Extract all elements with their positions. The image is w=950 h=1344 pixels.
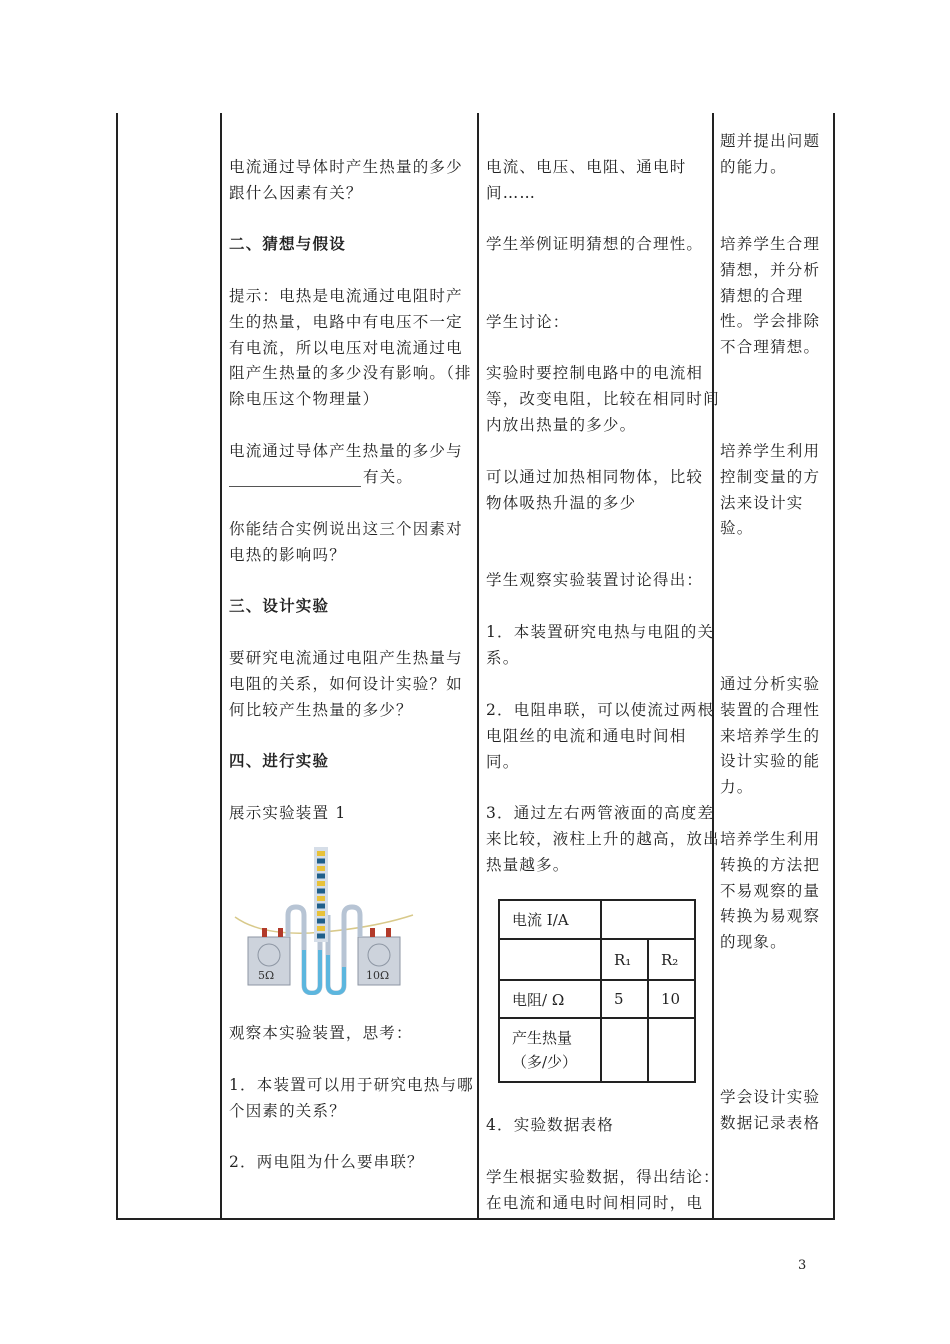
col-content-text-line: 2．两电阻为什么要串联？ <box>229 1153 424 1171</box>
scale-mark <box>317 851 325 856</box>
experiment-apparatus-image <box>230 845 420 995</box>
col-content-text-line: 电热的影响吗？ <box>229 545 346 564</box>
col-student-text-line: 实验时要控制电路中的电流相 <box>486 364 704 382</box>
table-border-right <box>833 113 835 1220</box>
col-student-text-line: 在电流和通电时间相同时，电 <box>486 1193 704 1212</box>
current-label: 电流 I/A <box>499 900 601 939</box>
page-number: 3 <box>798 1258 807 1273</box>
col-content-text-line: 电阻的关系，如何设计实验？如 <box>229 674 463 693</box>
col-intent-text-line: 学会设计实验 <box>720 1088 821 1106</box>
scale-mark <box>317 866 325 871</box>
col-student-text-line: 同。 <box>486 752 520 771</box>
scale-mark <box>317 881 325 886</box>
col-student-text-line: 来比较，液柱上升的越高，放出 <box>486 829 720 848</box>
col-content-text-line: 要研究电流通过电阻产生热量与 <box>229 649 463 667</box>
col-content-text-line: 有电流，所以电压对电流通过电 <box>229 338 463 357</box>
col-intent-text-line: 控制变量的方 <box>720 467 821 486</box>
col-student-text-line: 热量越多。 <box>486 855 570 874</box>
col-content-text-line: 提示：电热是电流通过电阻时产 <box>229 287 463 305</box>
col-student-text-line: 学生根据实验数据，得出结论： <box>486 1168 720 1186</box>
col-intent-text-line: 题并提出问题 <box>720 132 821 150</box>
scale-mark <box>317 889 325 894</box>
table-border-bottom <box>116 1218 835 1220</box>
fill-in-blank <box>229 472 361 487</box>
col-content-text-line: 展示实验装置 1 <box>229 804 347 822</box>
col-student-text-line: 1．本装置研究电热与电阻的关 <box>486 623 715 641</box>
scale-mark <box>317 919 325 924</box>
heat-label-unit: （多/少） <box>512 1053 578 1071</box>
r1-heat-cell <box>601 1018 648 1082</box>
col-intent-text-line: 猜想，并分析 <box>720 260 821 279</box>
col-student-text-line: 学生观察实验装置讨论得出： <box>486 571 704 589</box>
col-intent-text-line: 性。学会排除 <box>720 312 821 331</box>
right-resistor-label: 10Ω <box>366 969 390 982</box>
col-intent-text-line: 装置的合理性 <box>720 700 821 719</box>
col-content-text-line: 二、猜想与假设 <box>229 234 346 253</box>
col-content-text-line: 电流通过导体产生热量的多少与 <box>229 442 463 460</box>
col-student-text-line: 间…… <box>486 183 537 202</box>
table-divider-2 <box>477 113 479 1220</box>
col-student-text-line: 可以通过加热相同物体，比较 <box>486 468 704 486</box>
table-divider-3 <box>712 113 714 1220</box>
current-value-cell <box>601 900 695 939</box>
col-student-text-line: 内放出热量的多少。 <box>486 415 637 434</box>
col-content-text-line: 观察本实验装置，思考： <box>229 1024 413 1042</box>
col-student-text-line: 4．实验数据表格 <box>486 1116 614 1134</box>
col-intent-text-line: 转换的方法把 <box>720 855 821 874</box>
col-student-text-line: 2．电阻串联，可以使流过两根 <box>486 701 715 719</box>
col-intent-text-line: 培养学生利用 <box>720 442 821 460</box>
col-intent-text-line: 培养学生利用 <box>720 830 821 848</box>
col-intent-text-line: 培养学生合理 <box>720 235 821 253</box>
scale-mark <box>317 934 325 939</box>
table-divider-1 <box>220 113 222 1220</box>
col-student-text-line: 3．通过左右两管液面的高度差 <box>486 804 715 822</box>
col-student-text-line: 物体吸热升温的多少 <box>486 493 637 512</box>
resistance-label: 电阻/ Ω <box>499 980 601 1018</box>
r1-header: R₁ <box>601 939 648 980</box>
r2-header: R₂ <box>648 939 695 980</box>
col-intent-text-line: 力。 <box>720 778 754 797</box>
col-student-text-line: 电阻丝的电流和通电时间相 <box>486 726 687 745</box>
col-student-text-line: 学生讨论： <box>486 313 570 331</box>
scale-mark <box>317 896 325 901</box>
scale-mark <box>317 926 325 931</box>
table-border-left <box>116 113 118 1220</box>
col-content-text-line <box>229 467 413 487</box>
col-intent-text-line: 来培养学生的 <box>720 726 821 745</box>
col-intent-text-line: 的现象。 <box>720 933 787 952</box>
col-intent-text-line: 数据记录表格 <box>720 1113 821 1132</box>
col-content-text-line: 四、进行实验 <box>229 751 330 770</box>
col-intent-text-line: 法来设计实 <box>720 493 804 512</box>
col-student-text-line: 等，改变电阻，比较在相同时间 <box>486 389 720 408</box>
col-content-text-line: 除电压这个物理量） <box>229 390 380 409</box>
col-content-text-line: 个因素的关系？ <box>229 1101 346 1120</box>
data-record-table <box>498 899 696 1083</box>
col-intent-text-line: 的能力。 <box>720 157 787 176</box>
col-content-text-line: 跟什么因素有关？ <box>229 183 363 202</box>
col-content-text-line: 你能结合实例说出这三个因素对 <box>229 520 463 538</box>
r1-value: 5 <box>601 980 648 1018</box>
col-intent-text-line: 通过分析实验 <box>720 675 821 693</box>
col-intent-text-line: 不易观察的量 <box>720 881 821 900</box>
empty-header-cell <box>499 939 601 980</box>
scale-mark <box>317 874 325 879</box>
col-content-text-line: 生的热量，电路中有电压不一定 <box>229 312 463 331</box>
col-content-text-line: 何比较产生热量的多少？ <box>229 700 413 719</box>
col-intent-text-line: 验。 <box>720 519 754 538</box>
col-content-text-line: 三、设计实验 <box>229 596 330 615</box>
text-fragment: 有关。 <box>363 467 414 486</box>
col-student-text-line: 电流、电压、电阻、通电时 <box>486 158 687 176</box>
col-student-text-line: 系。 <box>486 648 520 667</box>
col-content-text-line: 电流通过导体时产生热量的多少 <box>229 158 463 176</box>
scale-mark <box>317 904 325 909</box>
r2-value: 10 <box>648 980 695 1018</box>
heat-label: 产生热量 <box>512 1029 573 1047</box>
scale-mark <box>317 859 325 864</box>
col-intent-text-line: 转换为易观察 <box>720 907 821 926</box>
left-resistor-label: 5Ω <box>258 969 275 982</box>
col-intent-text-line: 不合理猜想。 <box>720 338 821 357</box>
col-intent-text-line: 设计实验的能 <box>720 752 821 771</box>
col-content-text-line: 1．本装置可以用于研究电热与哪 <box>229 1076 474 1094</box>
col-content-text-line: 阻产生热量的多少没有影响。（排 <box>229 364 472 383</box>
col-student-text-line: 学生举例证明猜想的合理性。 <box>486 235 704 253</box>
col-intent-text-line: 猜想的合理 <box>720 286 804 305</box>
r2-heat-cell <box>648 1018 695 1082</box>
scale-mark <box>317 911 325 916</box>
